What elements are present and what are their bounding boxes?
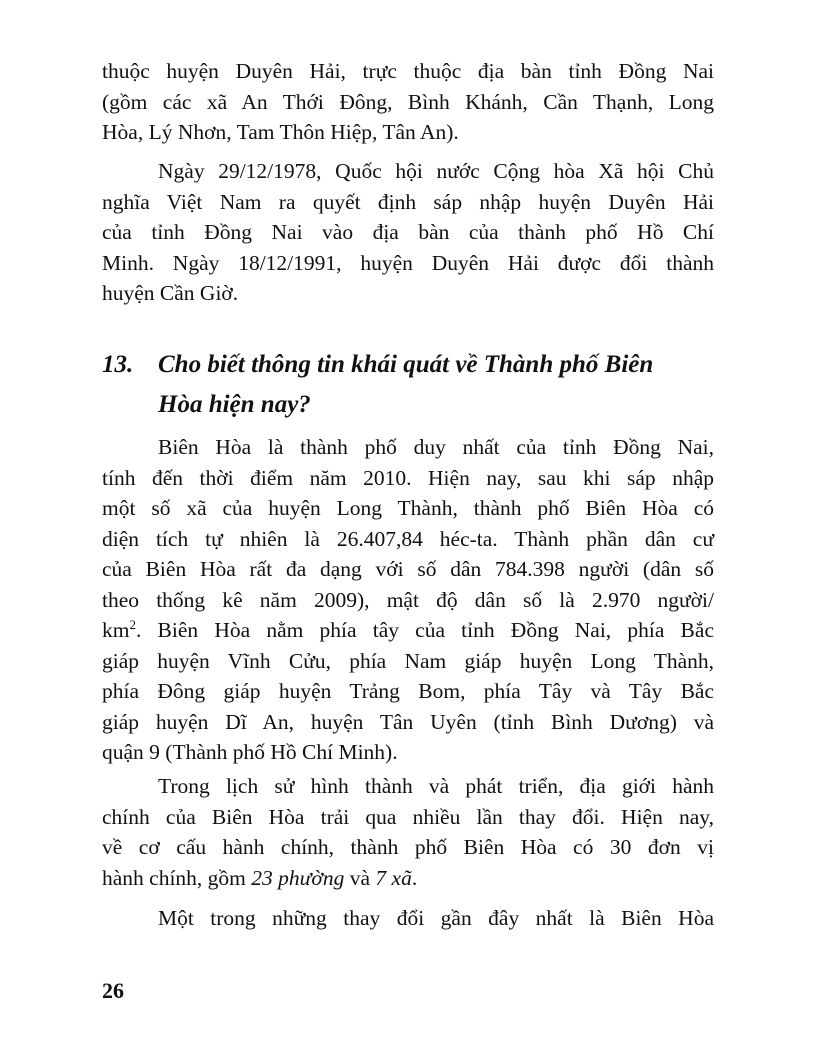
text-line	[102, 863, 714, 894]
emphasis-communes: 7 xã	[375, 865, 412, 890]
text-fragment: và	[344, 865, 376, 890]
heading-title-line2: Hòa hiện nay?	[158, 391, 311, 418]
unit-km: km	[102, 618, 130, 642]
text-line: quận 9 (Thành phố Hồ Chí Minh).	[102, 740, 398, 764]
text-line: theo thống kê năm 2009), mật độ dân số là 2.970 người/	[102, 587, 714, 612]
text-fragment: hành chính, gồm	[102, 865, 252, 890]
text-line: một số xã của huyện Long Thành, thành phố Biên Hòa có	[102, 496, 714, 520]
paragraph-recent-change	[102, 903, 714, 934]
text-line: phía Đông giáp huyện Trảng Bom, phía Tây và Tây Bắc	[102, 679, 714, 703]
emphasis-wards: 23 phường	[251, 865, 345, 890]
section-heading	[102, 345, 722, 425]
page-number: 26	[102, 978, 124, 1003]
text-line: Một trong những thay đổi gần đây nhất là Biên Hòa	[158, 906, 714, 930]
text-line: Hòa, Lý Nhơn, Tam Thôn Hiệp, Tân An).	[102, 120, 459, 144]
paragraph-continuation	[102, 56, 714, 148]
paragraph-administrative-units	[102, 771, 714, 893]
text-line	[102, 615, 714, 646]
text-line: Biên Hòa là thành phố duy nhất của tỉnh Đồng Nai,	[158, 435, 714, 459]
text-fragment: .	[411, 865, 418, 890]
text-line: thuộc huyện Duyên Hải, trực thuộc địa bàn tỉnh Đồng Nai	[102, 59, 714, 83]
text-line: Minh. Ngày 18/12/1991, huyện Duyên Hải được đổi thành	[102, 250, 714, 275]
text-line: tính đến thời điểm năm 2010. Hiện nay, sau khi sáp nhập	[102, 465, 714, 490]
heading-title-line1: Cho biết thông tin khái quát về Thành phố Biên	[158, 351, 654, 378]
text-line: về cơ cấu hành chính, thành phố Biên Hòa có 30 đơn vị	[102, 835, 714, 859]
text-fragment: . Biên Hòa nằm phía tây của tỉnh Đồng Nai, phía Bắc	[135, 618, 714, 642]
text-line: của tỉnh Đồng Nai vào địa bàn của thành phố Hồ Chí	[102, 220, 714, 244]
heading-number: 13.	[102, 351, 134, 378]
heading-line	[102, 385, 722, 425]
text-line: giáp huyện Dĩ An, huyện Tân Uyên (tỉnh Bình Dương) và	[102, 709, 714, 734]
text-line: chính của Biên Hòa trải qua nhiều lần thay đổi. Hiện nay,	[102, 804, 714, 829]
text-line: giáp huyện Vĩnh Cửu, phía Nam giáp huyện Long Thành,	[102, 648, 714, 673]
text-line: Ngày 29/12/1978, Quốc hội nước Cộng hòa Xã hội Chủ	[158, 159, 714, 183]
paragraph-merger-history	[102, 156, 714, 309]
text-line: của Biên Hòa rất đa dạng với số dân 784.398 người (dân số	[102, 557, 714, 581]
text-line: huyện Cần Giờ.	[102, 281, 239, 305]
text-line: diện tích tự nhiên là 26.407,84 héc-ta. Thành phần dân cư	[102, 526, 714, 551]
text-line: nghĩa Việt Nam ra quyết định sáp nhập huyện Duyên Hải	[102, 189, 714, 214]
text-line: (gồm các xã An Thới Đông, Bình Khánh, Cần Thạnh, Long	[102, 89, 714, 114]
heading-line	[102, 345, 722, 385]
unit-exponent: 2	[129, 616, 136, 632]
paragraph-bien-hoa-overview	[102, 432, 714, 768]
text-line: Trong lịch sử hình thành và phát triển, địa giới hành	[158, 774, 714, 798]
